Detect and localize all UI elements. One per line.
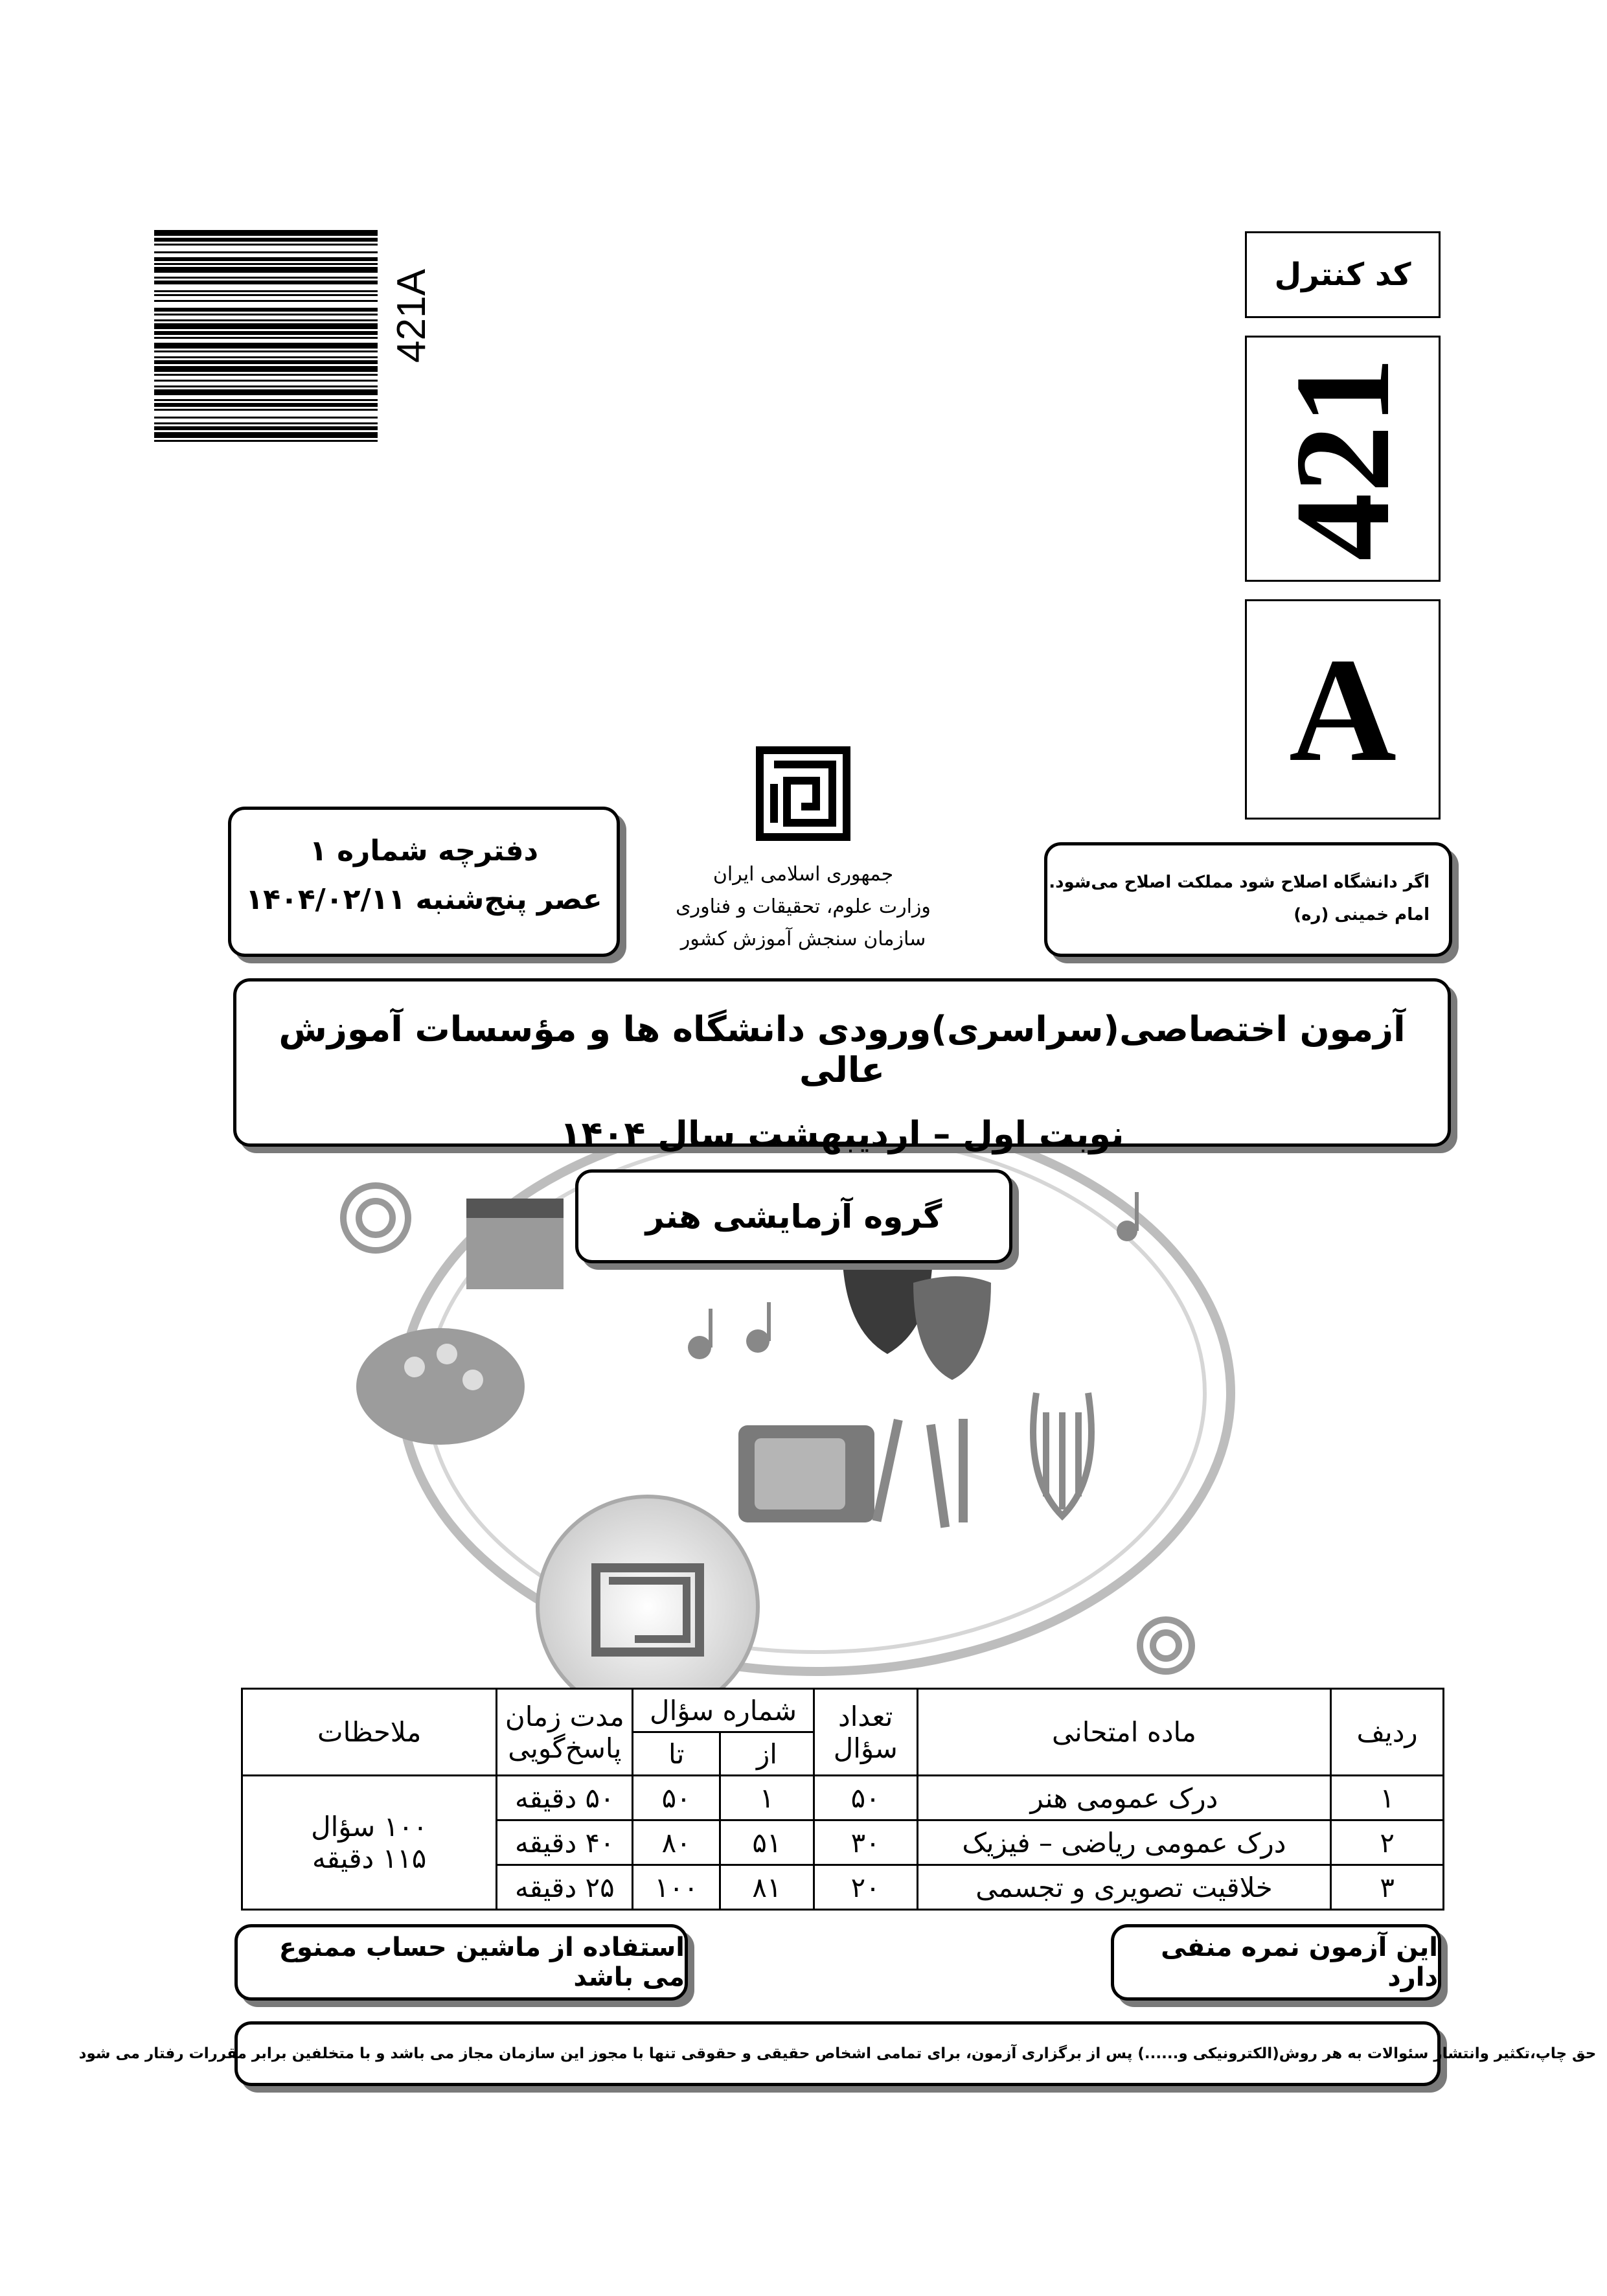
barcode-bar — [154, 409, 378, 411]
row-subject: خلاقیت تصویری و تجسمی — [917, 1865, 1331, 1910]
row-from: ۱ — [720, 1776, 814, 1820]
header-duration-line-2: پاسخ‌گویی — [508, 1732, 622, 1764]
barcode-bar — [154, 294, 378, 296]
barcode-text: 421A — [389, 269, 434, 363]
exam-title-line-2: نوبت اول – اردیبهشت سال ۱۴۰۴ — [560, 1114, 1124, 1154]
barcode-bar — [154, 319, 378, 321]
barcode-bar — [154, 290, 378, 292]
header-question-number: شماره سؤال — [633, 1689, 814, 1732]
booklet-version-box — [1245, 599, 1441, 820]
header-count-line-2: سؤال — [833, 1732, 898, 1764]
notes-total-questions: ۱۰۰ سؤال — [311, 1811, 428, 1843]
row-count: ۳۰ — [814, 1820, 917, 1865]
quote-box — [1044, 842, 1452, 957]
barcode-bar — [154, 366, 378, 372]
org-line-3: سازمان سنجش آموزش کشور — [680, 928, 926, 950]
row-from: ۵۱ — [720, 1820, 814, 1865]
barcode-bar — [154, 251, 378, 253]
header-from: از — [720, 1732, 814, 1776]
barcode-bar — [154, 399, 378, 401]
row-number: ۳ — [1331, 1865, 1444, 1910]
row-count: ۲۰ — [814, 1865, 917, 1910]
lyre-icon — [1033, 1393, 1091, 1516]
barcode-bar — [154, 263, 378, 265]
exam-title-box — [233, 978, 1451, 1154]
barcode-bar — [154, 360, 378, 364]
barcode-bar — [154, 389, 378, 395]
header-duration-line-1: مدت زمان — [505, 1700, 624, 1732]
header-count — [814, 1689, 917, 1776]
barcode-bar — [154, 350, 378, 352]
barcode-bar — [154, 356, 378, 358]
row-duration: ۴۰ دقیقه — [497, 1820, 633, 1865]
row-number: ۲ — [1331, 1820, 1444, 1865]
barcode-bar — [154, 300, 378, 302]
exam-group-box — [575, 1169, 1012, 1263]
negative-mark-notice-box — [1111, 1924, 1441, 2001]
barcode-bar — [154, 331, 378, 335]
header-count-line-1: تعداد — [838, 1700, 893, 1732]
barcode-bar — [154, 257, 378, 261]
barcode-bar — [154, 440, 378, 442]
copyright-notice: حق چاپ،تکثیر وانتشار سئوالات به هر روش(الکترونیکی و......) پس از برگزاری آزمون، برای تمامی اشخاص حقیقی و حقوقی تنها با مجوز این سازمان مجاز می باشد و با متخلفین برابر مقررات رفتار می شود — [78, 2045, 1597, 2062]
barcode-bar — [154, 281, 378, 284]
booklet-number: دفترچه شماره ۱ — [309, 834, 539, 867]
control-code-label-box — [1245, 231, 1441, 318]
barcode-bar — [154, 337, 378, 339]
notes-cell — [242, 1776, 497, 1910]
row-to: ۵۰ — [633, 1776, 720, 1820]
row-count: ۵۰ — [814, 1776, 917, 1820]
barcode-bar — [154, 267, 378, 273]
exam-title-line-1: آزمون اختصاصی(سراسری)ورودی دانشگاه ها و مؤسسات آموزش عالی — [279, 1009, 1406, 1090]
barcode-bar — [154, 403, 378, 407]
control-code-box — [1245, 336, 1441, 582]
header-to: تا — [633, 1732, 720, 1776]
org-line-1: جمهوری اسلامی ایران — [712, 863, 894, 886]
row-subject: درک عمومی هنر — [917, 1776, 1331, 1820]
barcode-bar — [154, 230, 378, 236]
barcode-bar — [154, 323, 378, 329]
quote-author: امام خمینی (ره) — [1294, 905, 1430, 924]
row-number: ۱ — [1331, 1776, 1444, 1820]
row-from: ۸۱ — [720, 1865, 814, 1910]
barcode-bar — [154, 238, 378, 242]
booklet-version-letter: A — [1288, 626, 1397, 792]
barcode-bar — [154, 432, 378, 438]
row-to: ۸۰ — [633, 1820, 720, 1865]
brushes-icon — [872, 1419, 968, 1528]
exam-group-title: گروه آزمایشی هنر — [645, 1197, 942, 1235]
notes-total-time: ۱۱۵ دقیقه — [312, 1843, 427, 1874]
row-duration: ۲۵ دقیقه — [497, 1865, 633, 1910]
barcode-bar — [154, 426, 378, 430]
header-duration — [497, 1689, 633, 1776]
clapperboard-icon — [466, 1199, 564, 1289]
calculator-notice-box — [234, 1924, 688, 2001]
watermark-logo-icon — [538, 1497, 758, 1697]
barcode-bar — [154, 374, 378, 376]
barcode-bar — [154, 343, 378, 349]
exam-date: عصر پنج‌شنبه ۱۴۰۴/۰۲/۱۱ — [245, 883, 602, 916]
barcode-bar — [154, 422, 378, 424]
copyright-notice-box — [78, 2021, 1597, 2086]
row-subject: درک عمومی ریاضی – فیزیک — [917, 1820, 1331, 1865]
barcode-bar — [154, 277, 378, 279]
barcode-bar — [154, 385, 378, 387]
television-icon — [738, 1425, 874, 1522]
palette-icon — [356, 1328, 525, 1445]
exam-subjects-table — [241, 1688, 1444, 1911]
barcode-bar — [154, 244, 378, 246]
control-code-label: کد کنترل — [1274, 257, 1411, 293]
sanjesh-logo-icon — [755, 745, 852, 842]
barcode-image — [154, 230, 378, 612]
booklet-info-box — [228, 807, 620, 957]
calculator-notice: استفاده از ماشین حساب ممنوع می باشد — [279, 1933, 685, 1992]
negative-mark-notice: این آزمون نمره منفی دارد — [1161, 1933, 1438, 1992]
barcode-bar — [154, 308, 378, 312]
barcode-bar — [154, 314, 378, 316]
barcode-bar — [154, 417, 378, 419]
row-duration: ۵۰ دقیقه — [497, 1776, 633, 1820]
org-line-2: وزارت علوم، تحقیقات و فناوری — [676, 895, 931, 918]
table-row — [242, 1776, 1444, 1820]
quote-text: اگر دانشگاه اصلاح شود مملکت اصلاح می‌شود. — [1049, 873, 1430, 892]
barcode-bar — [154, 380, 378, 382]
header-subject: ماده امتحانی — [917, 1689, 1331, 1776]
control-code-value: 421 — [1267, 356, 1418, 561]
row-to: ۱۰۰ — [633, 1865, 720, 1910]
header-notes: ملاحظات — [242, 1689, 497, 1776]
header-row-number: ردیف — [1331, 1689, 1444, 1776]
organization-block — [609, 858, 997, 956]
